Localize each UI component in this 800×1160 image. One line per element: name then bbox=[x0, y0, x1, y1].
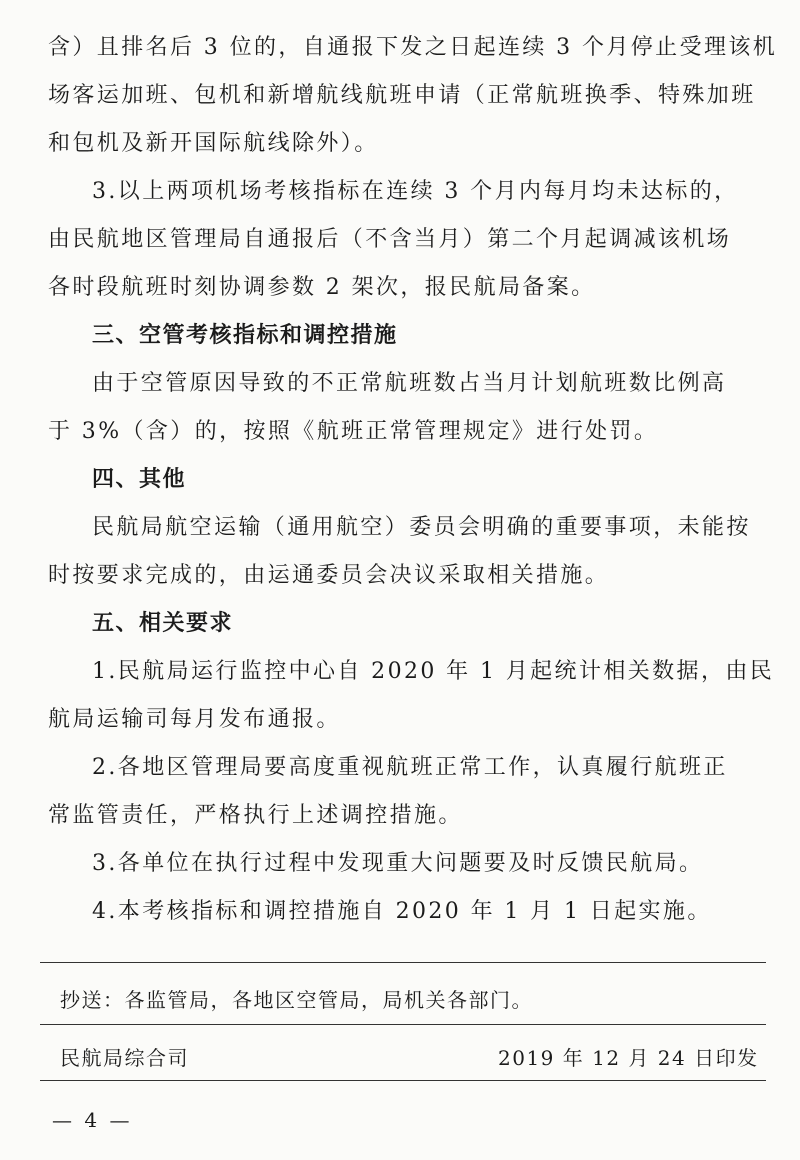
paragraph-line: 和包机及新开国际航线除外）。 bbox=[48, 131, 379, 156]
paragraph-line: 含）且排名后 3 位的，自通报下发之日起连续 3 个月停止受理该机 bbox=[48, 35, 778, 60]
cc-list: 抄送：各监管局，各地区空管局，局机关各部门。 bbox=[60, 988, 533, 1012]
paragraph-line: 4.本考核指标和调控措施自 2020 年 1 月 1 日起实施。 bbox=[92, 899, 712, 924]
paragraph-line: 于 3%（含）的，按照《航班正常管理规定》进行处罚。 bbox=[48, 419, 659, 444]
paragraph-line: 航局运输司每月发布通报。 bbox=[48, 707, 341, 732]
paragraph-line: 由于空管原因导致的不正常航班数占当月计划航班数比例高 bbox=[92, 371, 727, 396]
issue-date: 2019 年 12 月 24 日印发 bbox=[498, 1046, 759, 1070]
page-number: — 4 — bbox=[52, 1108, 133, 1132]
section-heading: 五、相关要求 bbox=[92, 611, 234, 636]
divider-middle bbox=[40, 1024, 766, 1025]
paragraph-line: 常监管责任，严格执行上述调控措施。 bbox=[48, 803, 463, 828]
issuer: 民航局综合司 bbox=[60, 1046, 189, 1070]
paragraph-line: 3.以上两项机场考核指标在连续 3 个月内每月均未达标的， bbox=[92, 179, 739, 204]
divider-top bbox=[40, 962, 766, 963]
paragraph-line: 3.各单位在执行过程中发现重大问题要及时反馈民航局。 bbox=[92, 851, 704, 876]
paragraph-line: 民航局航空运输（通用航空）委员会明确的重要事项，未能按 bbox=[92, 515, 751, 540]
paragraph-line: 各时段航班时刻协调参数 2 架次，报民航局备案。 bbox=[48, 275, 596, 300]
paragraph-line: 场客运加班、包机和新增航线航班申请（正常航班换季、特殊加班 bbox=[48, 83, 756, 108]
divider-bottom bbox=[40, 1080, 766, 1081]
paragraph-line: 时按要求完成的，由运通委员会决议采取相关措施。 bbox=[48, 563, 610, 588]
section-heading: 三、空管考核指标和调控措施 bbox=[92, 323, 398, 348]
section-heading: 四、其他 bbox=[92, 467, 187, 492]
paragraph-line: 由民航地区管理局自通报后（不含当月）第二个月起调减该机场 bbox=[48, 227, 732, 252]
paragraph-line: 2.各地区管理局要高度重视航班正常工作，认真履行航班正 bbox=[92, 755, 728, 780]
paragraph-line: 1.民航局运行监控中心自 2020 年 1 月起统计相关数据，由民 bbox=[92, 659, 775, 684]
